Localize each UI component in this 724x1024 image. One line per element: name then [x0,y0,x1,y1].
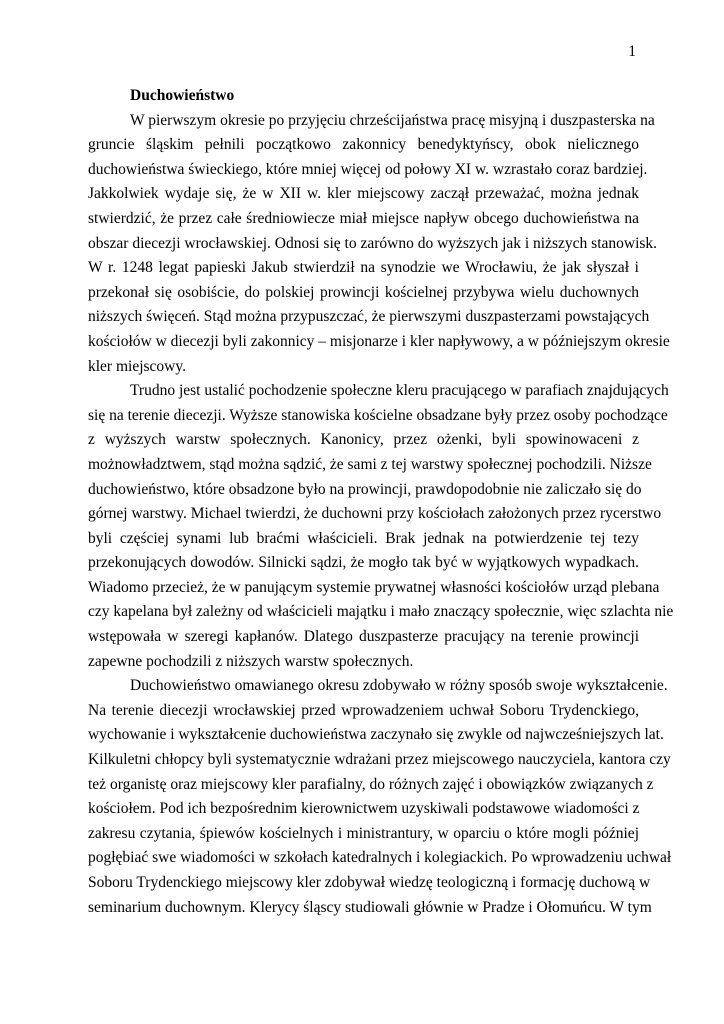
text-line: możnowładztwem, stąd można sądzić, że sami z tej warstwy społecznej pochodzili. Niższe [88,455,652,473]
text-line: Trudno jest ustalić pochodzenie społeczne kleru pracującego w parafiach znajdujących [130,382,669,400]
text-line: Duchowieństwo omawianego okresu zdobywało w różny sposób swoje wykształcenie. [130,677,668,695]
text-line: W r. 1248 legat papieski Jakub stwierdził na synodzie we Wrocławiu, że jak słyszał i [88,259,639,277]
text-line: Jakkolwiek wydaje się, że w XII w. kler miejscowy zaczął przeważać, można jednak [88,185,639,203]
text-line: kler miejscowy. [88,357,186,375]
text-line: zakresu czytania, śpiewów kościelnych i ministrantury, w oparciu o które mogli później [88,824,639,842]
text-line: przekonał się osobiście, do polskiej prowincji kościelnej przybywa wielu duchownych [88,283,639,301]
text-line: Na terenie diecezji wrocławskiej przed wprowadzeniem uchwał Soboru Trydenckiego, [88,701,639,719]
text-line: przekonujących dowodów. Silnicki sądzi, że mogło tak być w wyjątkowych wypadkach. [88,554,639,572]
text-line: wstępowała w szeregi kapłanów. Dlatego duszpasterze pracujący na terenie prowincji [88,628,639,646]
text-line: górnej warstwy. Michael twierdzi, że duchowni przy kościołach założonych przez rycerstwo [88,505,662,523]
document-body [88,84,674,920]
text-line: duchowieństwa świeckiego, które mniej więcej od połowy XI w. wzrastało coraz bardziej. [88,160,648,178]
text-line: z wyższych warstw społecznych. Kanonicy, przez ożenki, byli spowinowaceni z [88,431,639,449]
text-line: też organistę oraz miejscowy kler parafialny, do różnych zajęć i obowiązków związanych z [88,775,654,793]
text-line: pogłębiać swe wiadomości w szkołach katedralnych i kolegiackich. Po wprowadzeniu uchwał [88,849,672,867]
page-number: 1 [628,43,636,60]
text-line: seminarium duchownym. Klerycy śląscy studiowali głównie w Pradze i Ołomuńcu. W tym [88,898,652,916]
text-line: Wiadomo przecież, że w panującym systemie prywatnej własności kościołów urząd plebana [88,578,660,596]
text-line: obszar diecezji wrocławskiej. Odnosi się to zarówno do wyższych jak i niższych stanowisk. [88,234,658,252]
paragraph [88,109,670,380]
section-heading: Duchowieństwo [130,87,235,104]
text-line: duchowieństwo, które obsadzone było na prowincji, prawdopodobnie nie zaliczało się do [88,480,642,498]
text-line: stwierdzić, że przez całe średniowiecze miał miejsce napływ obcego duchowieństwa na [88,209,639,227]
paragraph [88,379,674,674]
text-line: Kilkuletni chłopcy byli systematycznie wdrażani przez miejscowego nauczyciela, kantora czy [88,751,671,769]
paragraphs-container [88,109,674,921]
text-line: czy kapelana był zależny od właścicieli majątku i mało znaczący społecznie, więc szlachta nie [88,603,674,621]
text-line: wychowanie i wykształcenie duchowieństwa zaczynało się zwykle od najwcześniejszych lat. [88,726,664,744]
text-line: W pierwszym okresie po przyjęciu chrześcijaństwa pracę misyjną i duszpasterska na [130,111,655,129]
text-line: zapewne pochodzili z niższych warstw społecznych. [88,652,414,670]
text-line: gruncie śląskim pełnili początkowo zakonnicy benedyktyńscy, obok nielicznego [88,136,639,154]
text-line: kościołów w diecezji byli zakonnicy – misjonarze i kler napływowy, a w późniejszym okresie [88,332,670,350]
text-line: niższych święceń. Stąd można przypuszczać, że pierwszymi duszpasterzami powstających [88,308,650,326]
text-line: się na terenie diecezji. Wyższe stanowiska kościelne obsadzane były przez osoby pochodzące [88,406,668,424]
text-line: byli częściej synami lub braćmi właścicieli. Brak jednak na potwierdzenie tej tezy [88,529,639,547]
text-line: Soboru Trydenckiego miejscowy kler zdobywał wiedzę teologiczną i formację duchową w [88,874,651,891]
paragraph [88,674,672,920]
text-line: kościołem. Pod ich bezpośrednim kierownictwem uzyskiwali podstawowe wiadomości z [88,800,640,818]
